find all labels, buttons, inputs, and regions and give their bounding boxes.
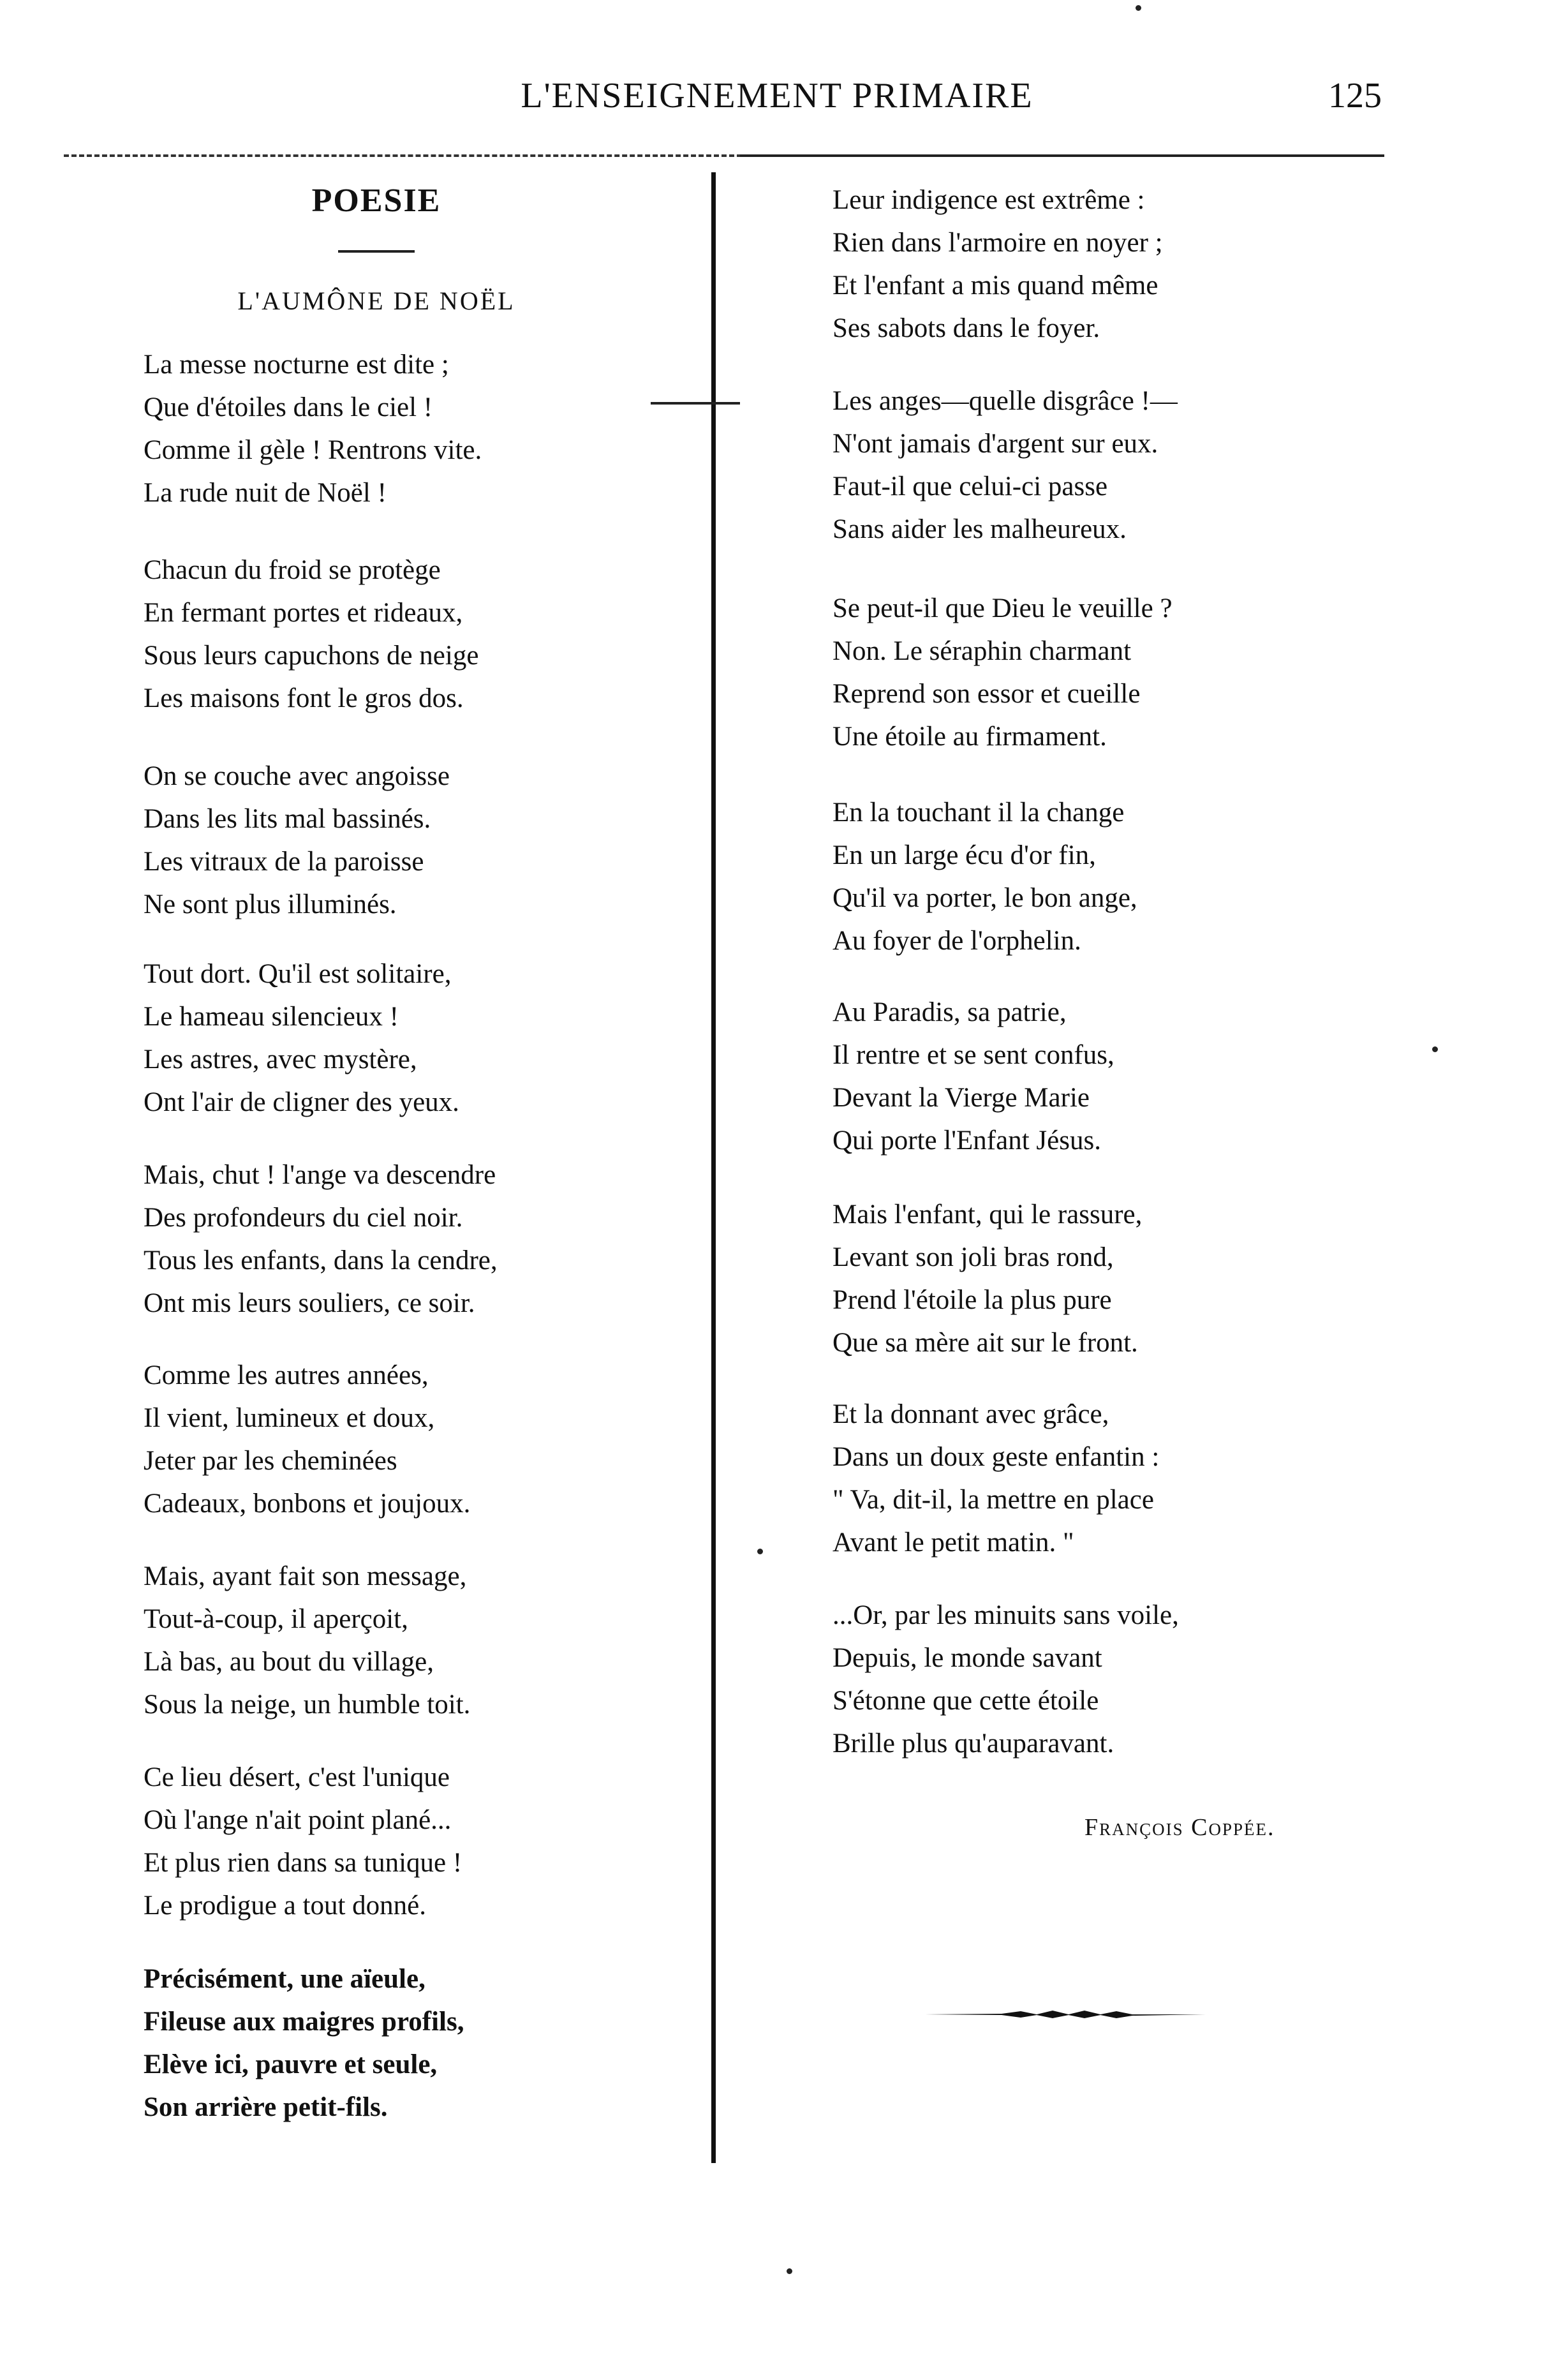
stanza [833, 179, 1163, 350]
print-speck [1432, 1046, 1438, 1052]
verse-line: Cadeaux, bonbons et joujoux. [144, 1489, 471, 1519]
verse-line: Et l'enfant a mis quand même [833, 271, 1158, 301]
verse-line: Dans les lits mal bassinés. [144, 804, 431, 834]
verse-line: Son arrière petit-fils. [144, 2092, 388, 2122]
verse-line: Le prodigue a tout donné. [144, 1891, 427, 1921]
journal-title: L'ENSEIGNEMENT PRIMAIRE [521, 76, 1033, 115]
verse-line: ...Or, par les minuits sans voile, [833, 1600, 1179, 1630]
stanza [833, 587, 1173, 758]
verse-line: Les maisons font le gros dos. [144, 683, 464, 713]
verse-line: Et plus rien dans sa tunique ! [144, 1848, 463, 1878]
stanza [833, 991, 1114, 1162]
verse-line: Non. Le séraphin charmant [833, 636, 1132, 666]
verse-line: En un large écu d'or fin, [833, 840, 1096, 870]
verse-line: Dans un doux geste enfantin : [833, 1442, 1160, 1472]
verse-line: N'ont jamais d'argent sur eux. [833, 429, 1158, 459]
verse-line: La messe nocturne est dite ; [144, 350, 449, 380]
stanza [833, 380, 1178, 551]
verse-line: Qui porte l'Enfant Jésus. [833, 1126, 1101, 1156]
stanza [833, 1594, 1179, 1765]
verse-line: Ont l'air de cligner des yeux. [144, 1087, 459, 1117]
verse-line: Tout dort. Qu'il est solitaire, [144, 959, 452, 989]
verse-line: Au Paradis, sa patrie, [833, 997, 1067, 1027]
stanza [144, 1555, 470, 1726]
verse-line: Sans aider les malheureux. [833, 514, 1127, 544]
stanza [144, 343, 482, 514]
verse-line: Jeter par les cheminées [144, 1446, 397, 1476]
verse-line: Comme il gèle ! Rentrons vite. [144, 435, 482, 465]
verse-line: Mais, chut ! l'ange va descendre [144, 1160, 496, 1190]
verse-line: Les vitraux de la paroisse [144, 847, 424, 877]
verse-line: Se peut-il que Dieu le veuille ? [833, 593, 1173, 623]
verse-line: " Va, dit-il, la mettre en place [833, 1485, 1154, 1515]
verse-line: Que sa mère ait sur le front. [833, 1328, 1138, 1358]
print-speck [787, 2268, 792, 2274]
title-rule [338, 250, 415, 253]
verse-line: Tous les enfants, dans la cendre, [144, 1246, 498, 1276]
stanza [144, 1154, 498, 1325]
verse-line: Précisément, une aïeule, [144, 1964, 426, 1994]
verse-line: Depuis, le monde savant [833, 1643, 1102, 1673]
author-signature: François Coppée. [1084, 1814, 1275, 1841]
verse-line: Leur indigence est extrême : [833, 185, 1145, 215]
verse-line: Que d'étoiles dans le ciel ! [144, 392, 433, 422]
verse-line: Reprend son essor et cueille [833, 679, 1141, 709]
verse-line: Ne sont plus illuminés. [144, 889, 397, 919]
verse-line: Chacun du froid se protège [144, 555, 441, 585]
verse-line: Les anges—quelle disgrâce !— [833, 386, 1178, 416]
verse-line: Prend l'étoile la plus pure [833, 1285, 1112, 1315]
print-speck [757, 1549, 763, 1554]
verse-line: Comme les autres années, [144, 1360, 429, 1390]
verse-line: Tout-à-coup, il aperçoit, [144, 1604, 408, 1634]
verse-line: En fermant portes et rideaux, [144, 598, 463, 628]
stanza [144, 1756, 462, 1927]
verse-line: Des profondeurs du ciel noir. [144, 1203, 463, 1233]
running-head [0, 75, 1554, 126]
verse-line: Ont mis leurs souliers, ce soir. [144, 1288, 475, 1318]
verse-line: Mais, ayant fait son message, [144, 1561, 467, 1591]
verse-line: Fileuse aux maigres profils, [144, 2007, 464, 2037]
ornament-rule-icon [925, 2007, 1206, 2022]
verse-line: Sous leurs capuchons de neige [144, 641, 479, 671]
verse-line: Le hameau silencieux ! [144, 1002, 399, 1032]
verse-line: Il rentre et se sent confus, [833, 1040, 1114, 1070]
poem-title: L'AUMÔNE DE NOËL [237, 286, 515, 315]
print-speck [1136, 5, 1141, 11]
verse-line: Et la donnant avec grâce, [833, 1399, 1109, 1429]
stanza [144, 1354, 470, 1525]
verse-line: S'étonne que cette étoile [833, 1686, 1099, 1716]
verse-line: Levant son joli bras rond, [833, 1242, 1114, 1272]
verse-line: Au foyer de l'orphelin. [833, 926, 1081, 956]
divider-tick [651, 402, 740, 405]
verse-line: Là bas, au bout du village, [144, 1647, 434, 1677]
header-rule-solid [740, 154, 1384, 157]
verse-line: Qu'il va porter, le bon ange, [833, 883, 1137, 913]
page-number: 125 [1328, 76, 1382, 115]
stanza [833, 791, 1137, 962]
verse-line: Les astres, avec mystère, [144, 1045, 417, 1075]
verse-line: Devant la Vierge Marie [833, 1083, 1090, 1113]
verse-line: Faut-il que celui-ci passe [833, 472, 1108, 502]
stanza [144, 549, 478, 720]
stanza [833, 1193, 1142, 1364]
verse-line: En la touchant il la change [833, 798, 1125, 828]
verse-line: Ce lieu désert, c'est l'unique [144, 1762, 450, 1792]
verse-line: Il vient, lumineux et doux, [144, 1403, 435, 1433]
verse-line: Rien dans l'armoire en noyer ; [833, 228, 1163, 258]
verse-line: Ses sabots dans le foyer. [833, 313, 1100, 343]
verse-line: La rude nuit de Noël ! [144, 478, 387, 508]
verse-line: Où l'ange n'ait point plané... [144, 1805, 452, 1835]
verse-line: Elève ici, pauvre et seule, [144, 2049, 438, 2079]
verse-line: Mais l'enfant, qui le rassure, [833, 1200, 1143, 1230]
section-title: POESIE [311, 182, 441, 219]
verse-line: Sous la neige, un humble toit. [144, 1690, 471, 1720]
column-divider [711, 172, 716, 2163]
verse-line: Avant le petit matin. " [833, 1528, 1074, 1558]
verse-line: Une étoile au firmament. [833, 722, 1107, 752]
stanza [833, 1393, 1159, 1564]
stanza [144, 755, 450, 926]
stanza [144, 1958, 464, 2129]
stanza [144, 953, 459, 1124]
verse-line: Brille plus qu'auparavant. [833, 1729, 1114, 1759]
verse-line: On se couche avec angoisse [144, 761, 450, 791]
